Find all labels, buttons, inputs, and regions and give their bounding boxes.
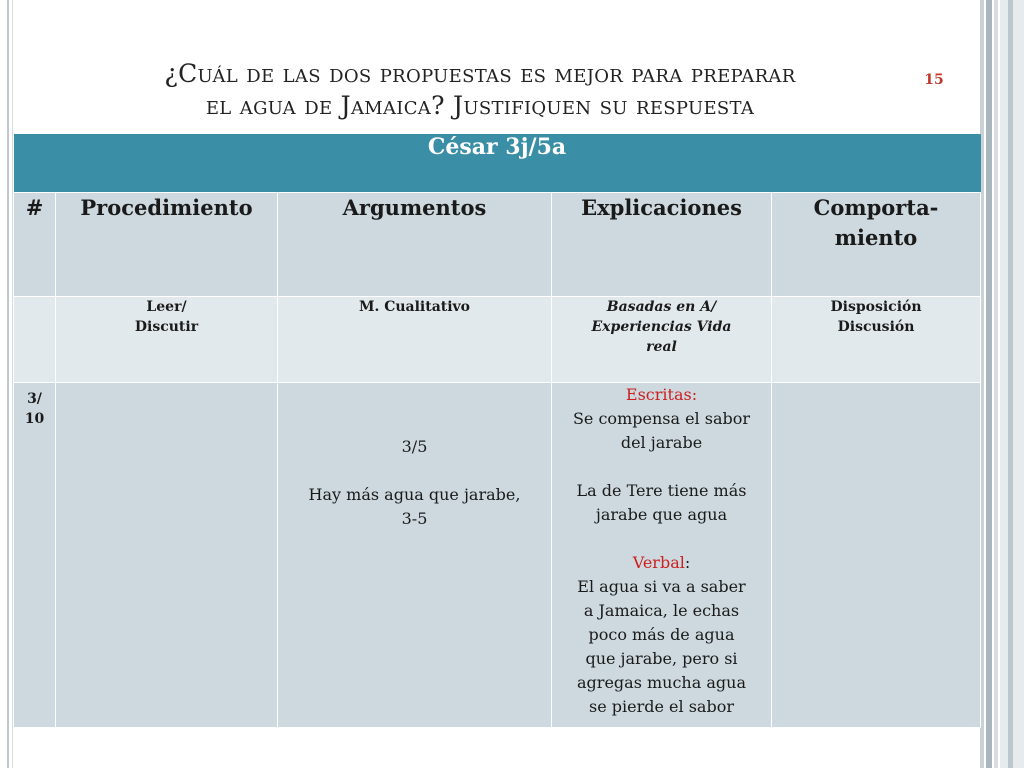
row-argumentos-line1: 3/5 bbox=[401, 436, 428, 456]
verbal-line6: se pierde el sabor bbox=[589, 696, 734, 716]
row-explicaciones bbox=[552, 382, 772, 727]
slide-number: 15 bbox=[924, 72, 944, 88]
col-header-explicaciones: Explicaciones bbox=[552, 192, 772, 296]
tere-line1: La de Tere tiene más bbox=[576, 480, 747, 500]
table-header: César 3j/5a bbox=[14, 134, 981, 192]
subheader-explicaciones bbox=[552, 296, 772, 382]
col-header-procedimiento: Procedimiento bbox=[56, 192, 278, 296]
subheader-num bbox=[14, 296, 56, 382]
right-border-stripe bbox=[1008, 0, 1013, 768]
column-header-row bbox=[14, 192, 981, 296]
slide-title bbox=[40, 58, 920, 122]
row-comportamiento bbox=[772, 382, 981, 727]
subheader-comportamiento-line2: Discusión bbox=[837, 318, 915, 335]
spacer bbox=[278, 459, 551, 483]
left-border-stripe bbox=[7, 0, 9, 768]
col-header-comportamiento-line1: Comporta- bbox=[813, 194, 939, 220]
row-argumentos-line3: 3-5 bbox=[401, 508, 428, 528]
row-num-line1: 3/ bbox=[27, 390, 42, 407]
verbal-colon: : bbox=[684, 552, 691, 572]
subheader-explicaciones-line1: Basadas en A/ bbox=[606, 298, 717, 315]
verbal-label: Verbal bbox=[632, 552, 685, 572]
subheader-argumentos: M. Cualitativo bbox=[278, 296, 552, 382]
results-table bbox=[13, 134, 981, 728]
subheader-procedimiento-line1: Leer/ bbox=[146, 298, 187, 315]
spacer bbox=[552, 527, 771, 551]
right-border-stripe bbox=[986, 0, 992, 768]
slide-title-line2: el agua de Jamaica? Justifiquen su respuesta bbox=[205, 91, 755, 120]
verbal-line2: a Jamaica, le echas bbox=[583, 600, 740, 620]
row-argumentos-line2: Hay más agua que jarabe, bbox=[308, 484, 521, 504]
subheader-comportamiento-line1: Disposición bbox=[830, 298, 922, 315]
subheader-procedimiento-line2: Discutir bbox=[134, 318, 199, 335]
row-num bbox=[14, 382, 56, 727]
slide-title-line1: ¿Cuál de las dos propuestas es mejor para preparar bbox=[164, 59, 796, 88]
row-argumentos bbox=[278, 382, 552, 727]
col-header-comportamiento bbox=[772, 192, 981, 296]
right-border-stripe bbox=[994, 0, 998, 768]
verbal-line5: agregas mucha agua bbox=[577, 672, 746, 692]
tere-line2: jarabe que agua bbox=[595, 504, 728, 524]
escritas-label: Escritas: bbox=[625, 384, 698, 404]
escritas-line2: del jarabe bbox=[620, 432, 703, 452]
verbal-heading bbox=[552, 551, 771, 575]
table-row bbox=[14, 382, 981, 727]
row-num-line2: 10 bbox=[24, 410, 45, 427]
escritas-line1: Se compensa el sabor bbox=[572, 408, 751, 428]
spacer bbox=[552, 455, 771, 479]
verbal-line4: que jarabe, pero si bbox=[585, 648, 738, 668]
table-header-row bbox=[14, 134, 981, 192]
subheader-row bbox=[14, 296, 981, 382]
row-procedimiento bbox=[56, 382, 278, 727]
verbal-line1: El agua si va a saber bbox=[577, 576, 746, 596]
subheader-procedimiento bbox=[56, 296, 278, 382]
subheader-explicaciones-line2: Experiencias Vida bbox=[591, 318, 732, 335]
subheader-explicaciones-line3: real bbox=[646, 338, 677, 355]
verbal-line3: poco más de agua bbox=[588, 624, 735, 644]
col-header-comportamiento-line2: miento bbox=[834, 224, 918, 250]
col-header-num: # bbox=[14, 192, 56, 296]
subheader-comportamiento bbox=[772, 296, 981, 382]
col-header-argumentos: Argumentos bbox=[278, 192, 552, 296]
